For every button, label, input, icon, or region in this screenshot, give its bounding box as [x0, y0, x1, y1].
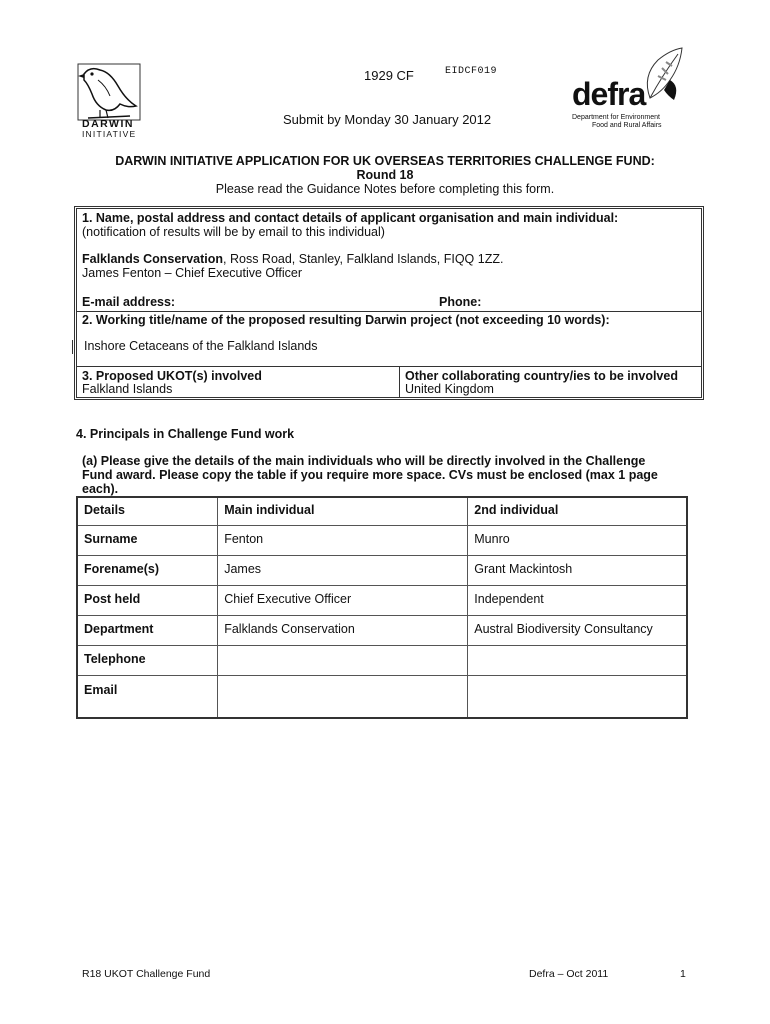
margin-mark: [72, 340, 73, 354]
row-label-email: Email: [77, 676, 218, 719]
divider-section3-column: [399, 366, 400, 397]
form-title: DARWIN INITIATIVE APPLICATION FOR UK OVERSEAS TERRITORIES CHALLENGE FUND:: [115, 154, 655, 168]
column-header-second: 2nd individual: [468, 497, 687, 526]
defra-logo: [568, 46, 698, 129]
section1-contact: James Fenton – Chief Executive Officer: [82, 266, 303, 280]
row-label-department: Department: [77, 616, 218, 646]
section3-ukot-value: Falkland Islands: [82, 382, 173, 396]
column-header-details: Details: [77, 497, 218, 526]
cell-second-surname: Munro: [468, 526, 687, 556]
finch-icon: [70, 60, 148, 122]
section1-organisation: [82, 252, 503, 267]
section3-collab-value: United Kingdom: [405, 382, 494, 396]
section1-note: (notification of results will be by email to this individual): [82, 225, 385, 239]
principals-table: [76, 496, 688, 719]
cell-second-post: Independent: [468, 586, 687, 616]
form-instruction: Please read the Guidance Notes before completing this form.: [215, 182, 555, 196]
row-label-surname: Surname: [77, 526, 218, 556]
section3-ukot-heading: 3. Proposed UKOT(s) involved: [82, 369, 262, 383]
cell-main-post: Chief Executive Officer: [218, 586, 468, 616]
cell-main-email: [218, 676, 468, 719]
section4-instruction-3: each).: [82, 482, 119, 496]
cell-second-telephone: [468, 646, 687, 676]
table-row: [77, 616, 687, 646]
cell-main-forename: James: [218, 556, 468, 586]
table-row: [77, 676, 687, 719]
defra-subtitle-1: Department for Environment: [572, 114, 660, 121]
footer-center: Defra – Oct 2011: [529, 968, 609, 980]
phone-label: Phone:: [439, 295, 482, 309]
form-round: Round 18: [356, 168, 414, 182]
defra-subtitle-2: Food and Rural Affairs: [592, 122, 662, 129]
row-label-post: Post held: [77, 586, 218, 616]
divider-section3: [76, 366, 702, 367]
organisation-address: , Ross Road, Stanley, Falkland Islands, FIQQ 1ZZ.: [223, 252, 504, 266]
row-label-telephone: Telephone: [77, 646, 218, 676]
cell-second-forename: Grant Mackintosh: [468, 556, 687, 586]
section3-collab-heading: Other collaborating country/ies to be involved: [405, 369, 678, 383]
section2-heading: 2. Working title/name of the proposed resulting Darwin project (not exceeding 10 words):: [82, 313, 610, 327]
page-number: 1: [680, 968, 686, 980]
table-row: [77, 586, 687, 616]
cell-main-surname: Fenton: [218, 526, 468, 556]
table-row: [77, 526, 687, 556]
cell-second-email: [468, 676, 687, 719]
project-title-value: Inshore Cetaceans of the Falkland Islands: [84, 339, 318, 353]
section4-heading: 4. Principals in Challenge Fund work: [76, 427, 295, 441]
darwin-initiative-logo: [70, 60, 148, 138]
darwin-logo-line1: DARWIN: [82, 118, 134, 130]
submission-deadline: Submit by Monday 30 January 2012: [283, 112, 492, 127]
divider-section2: [76, 311, 702, 312]
defra-leaf-icon: [640, 46, 686, 102]
table-row: [77, 646, 687, 676]
cell-main-telephone: [218, 646, 468, 676]
table-header-row: [77, 497, 687, 526]
cell-second-department: Austral Biodiversity Consultancy: [468, 616, 687, 646]
row-label-forename: Forename(s): [77, 556, 218, 586]
application-code: EIDCF019: [445, 66, 498, 77]
organisation-name: Falklands Conservation: [82, 252, 224, 266]
section1-heading: 1. Name, postal address and contact details of applicant organisation and main individual:: [82, 211, 619, 225]
defra-wordmark: defra: [572, 76, 646, 112]
column-header-main: Main individual: [218, 497, 468, 526]
darwin-logo-line2: INITIATIVE: [82, 129, 137, 139]
reference-number: 1929 CF: [364, 68, 414, 83]
cell-main-department: Falklands Conservation: [218, 616, 468, 646]
email-label: E-mail address:: [82, 295, 176, 309]
section4-instruction-1: (a) Please give the details of the main individuals who will be directly involved in the Challenge: [82, 454, 646, 468]
table-row: [77, 556, 687, 586]
section4-instruction-2: Fund award. Please copy the table if you require more space. CVs must be enclosed (max 1 page: [82, 468, 658, 482]
footer-left: R18 UKOT Challenge Fund: [82, 968, 211, 980]
